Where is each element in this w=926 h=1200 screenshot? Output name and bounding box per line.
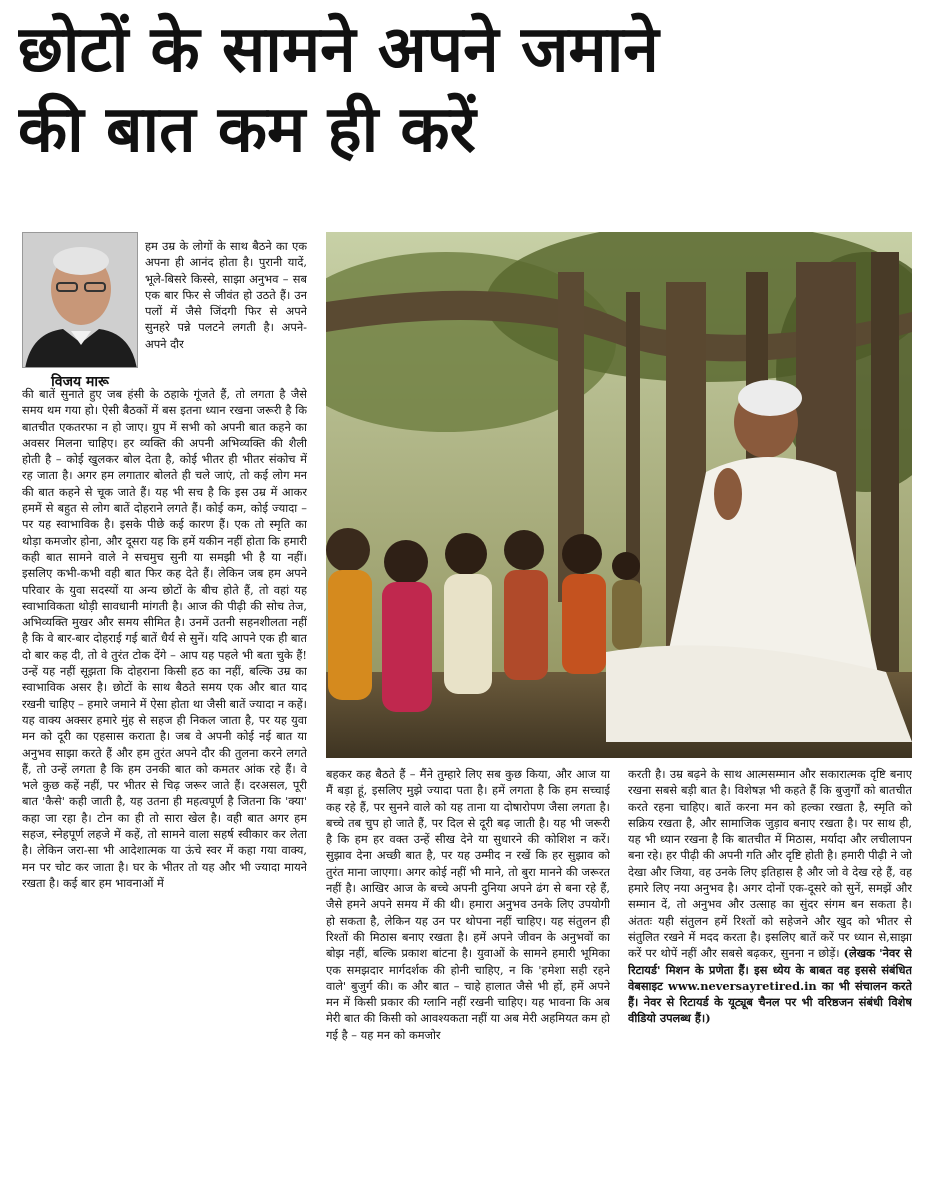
body-column-3-text: करती है। उम्र बढ़ने के साथ आत्मसम्मान और सकारात्मक दृष्टि बनाए रखना सबसे बड़ी बात है। विशेषज्ञ भी कहते हैं कि बुजुर्गों को बातचीत करते रहना चाहिए। बातें करना मन को हल्का रखता है, स्मृति को सक्रिय रखता है, और सामाजिक जुड़ाव बनाए रखता है। पर साथ ही, यह भी ध्यान रखना है कि बातचीत में मिठास, मर्यादा और लचीलापन बना रहे। हर पीढ़ी की अपनी गति और दृष्टि होती है। हमारी पीढ़ी ने जो देखा और जिया, वह उनके लिए इतिहास है और जो वे देख रहे हैं, वह हमारे लिए नया अनुभव है। अगर दोनों एक-दूसरे को सुनें, समझें और सम्मान दें, तो अनुभव और उत्साह का सुंदर संगम बन सकता है। अंततः यही संतुलन हमें रिश्तों को सहेजने और खुद को भीतर से संतुलित रखने में मदद करता है। इसलिए बातें करें पर ध्यान से,साझा करें पर थोपें नहीं और सबसे बढ़कर, सुनना न छोड़ें। [628,767,912,961]
author-portrait-icon [23,233,138,368]
body-column-1: की बातें सुनाते हुए जब हंसी के ठहाके गूंजते हैं, तो लगता है जैसे समय थम गया हो। ऐसी बैठकों में बस इतना ध्यान रखना जरूरी है कि बातचीत एकतरफा न हो जाए। ग्रुप में सभी को अपनी बात कहने का अवसर मिलना चाहिए। हर व्यक्ति की अपनी अभिव्यक्ति की शैली होती है – कोई खुलकर बोल देता है, कोई भीतर ही भीतर संकोच में रह जाता है। अगर हम लगातार बोलते ही चले जाएं, तो कई लोग मन की बात कहने से चूक जाते हैं। यह भी सच है कि इस उम्र में आकर हममें से बहुत से लोग बातें दोहराने लगते हैं। कोई कम, कोई ज्यादा – पर यह स्वाभाविक है। इसके पीछे कई कारण हैं। एक तो स्मृति का थोड़ा कमजोर होना, और दूसरा यह कि हमें यकीन नहीं होता कि हमारी कही बात सामने वाले ने सचमुच सुनी या समझी भी है या नहीं। इसलिए कभी-कभी वही बात फिर कह देते हैं। लेकिन जब हम अपने परिवार के युवा सदस्यों या अन्य छोटों के बीच होते हैं, तो वहां यह स्वाभाविकता थोड़ी सावधानी मांगती है। आज की पीढ़ी की सोच तेज, अभिव्यक्ति मुखर और समय सीमित है। उनमें उतनी सहनशीलता नहीं है कि वे बार-बार दोहराई गई बातें धैर्य से सुनें। यदि आपने एक ही बात दो बार कह दी, तो वे तुरंत टोक देंगे – आप यह पहले भी बता चुके हैं! उन्हें यह नहीं सूझता कि दोहराना किसी हठ का नहीं, बल्कि उम्र का स्वाभाविक असर है। छोटों के साथ बैठते समय एक और बात याद रखनी चाहिए – हमारे जमाने में ऐसा होता था जैसी बातें ज्यादा न कहें। यह वाक्य अक्सर हमारे मुंह से सहज ही निकल जाता है, पर यह युवा मन को दूरी का एहसास कराता है। जब वे अपनी कोई नई बात या अनुभव साझा करते हैं और हम तुरंत अपने दौर की तुलना करने लगते हैं, तो उन्हें लगता है कि हम उनकी बात को कमतर आंक रहे हैं। वे भले कुछ कहें नहीं, पर भीतर से चिढ़ जरूर जाते हैं। दरअसल, पूरी बात 'कैसे' कही जाती है, यह उतना ही महत्वपूर्ण है जितना कि 'क्या' कहा जा रहा है। टोन का ही तो सारा खेल है। वही बात अगर हम सहज, स्नेहपूर्ण लहजे में कहें, तो सामने वाला सहर्ष स्वीकार कर लेता है। लेकिन जरा-सा भी आदेशात्मक या ऊंचे स्वर में कहा गया वाक्य, मन पर चोट कर जाता है। घर के भीतर तो यह और भी ज्यादा मायने रखता है। कई बार हम भावनाओं में [22,387,307,890]
headline-line-1: छोटों के सामने अपने जमाने [18,13,659,87]
author-note: (लेखक 'नेवर से रिटायर्ड' मिशन के प्रणेता हैं। इस ध्येय के बाबत वह इससे संबंधित वेबसाइट www.neversayretired.in का भी संचालन करते हैं। नेवर से रिटायर्ड के यूट्यूब चैनल पर भी वरिष्ठजन संबंधी विशेष वीडियो उपलब्ध हैं।) [628,946,912,1026]
body-column-2: बहकर कह बैठते हैं – मैंने तुम्हारे लिए सब कुछ किया, और आज या मैं बड़ा हूं, इसलिए मुझे ज्यादा पता है। हमें लगता है कि हम सच्चाई कह रहे हैं, पर सुनने वाले को यह ताना या दोषारोपण जैसा लगता है। बच्चे तब चुप हो जाते हैं, पर दिल से दूरी बढ़ जाती है। यह भी जरूरी है कि हम हर वक्त उन्हें सीख देने या सुधारने की कोशिश न करें। सुझाव देना अच्छी बात है, पर यह उम्मीद न रखें कि हर सुझाव को तुरंत माना जाएगा। अगर कोई नहीं भी माने, तो बुरा मानने की जरूरत नहीं है। आखिर आज के बच्चे अपनी दुनिया अपने ढंग से बना रहे हैं, जैसे हमने अपने समय में की थी। हमारा अनुभव उनके लिए उपयोगी हो सकता है, लेकिन यह उन पर थोपना नहीं चाहिए। यह संतुलन ही रिश्तों की मिठास बनाए रखता है। हमें अपने जीवन के अनुभवों का बोझ नहीं, बल्कि प्रकाश बांटना है। युवाओं के सामने हमारी भूमिका एक समझदार मार्गदर्शक की होनी चाहिए, न कि 'हमेशा सही रहने वाले' बुजुर्ग की। क और बात – चाहे हालात जैसे भी हों, हमें अपने मन में किसी प्रकार की ग्लानि नहीं रखनी चाहिए। यह भावना कि अब मेरी बात की किसी को आवश्यकता नहीं या अब मेरी अहमियत कम हो गई है – यह मन को कमजोर [326,767,610,1042]
author-name: विजय मारू [51,374,109,390]
body-column-1-top: हम उम्र के लोगों के साथ बैठने का एक अपना ही आनंद होता है। पुरानी यादें, भूले-बिसरे किस्से, साझा अनुभव – सब एक बार फिर से जीवंत हो उठते हैं। उन पलों में जैसे जिंदगी फिर से अपने सुनहरे पन्ने पलटने लगती है। अपने-अपने दौर [145,239,307,351]
story-photo [326,232,912,758]
headline-line-2: की बात कम ही करें [18,93,476,167]
body-column-3 [628,766,912,1196]
author-photo [22,232,138,368]
elder-with-children-photo-icon [326,232,912,758]
headline [18,12,908,172]
